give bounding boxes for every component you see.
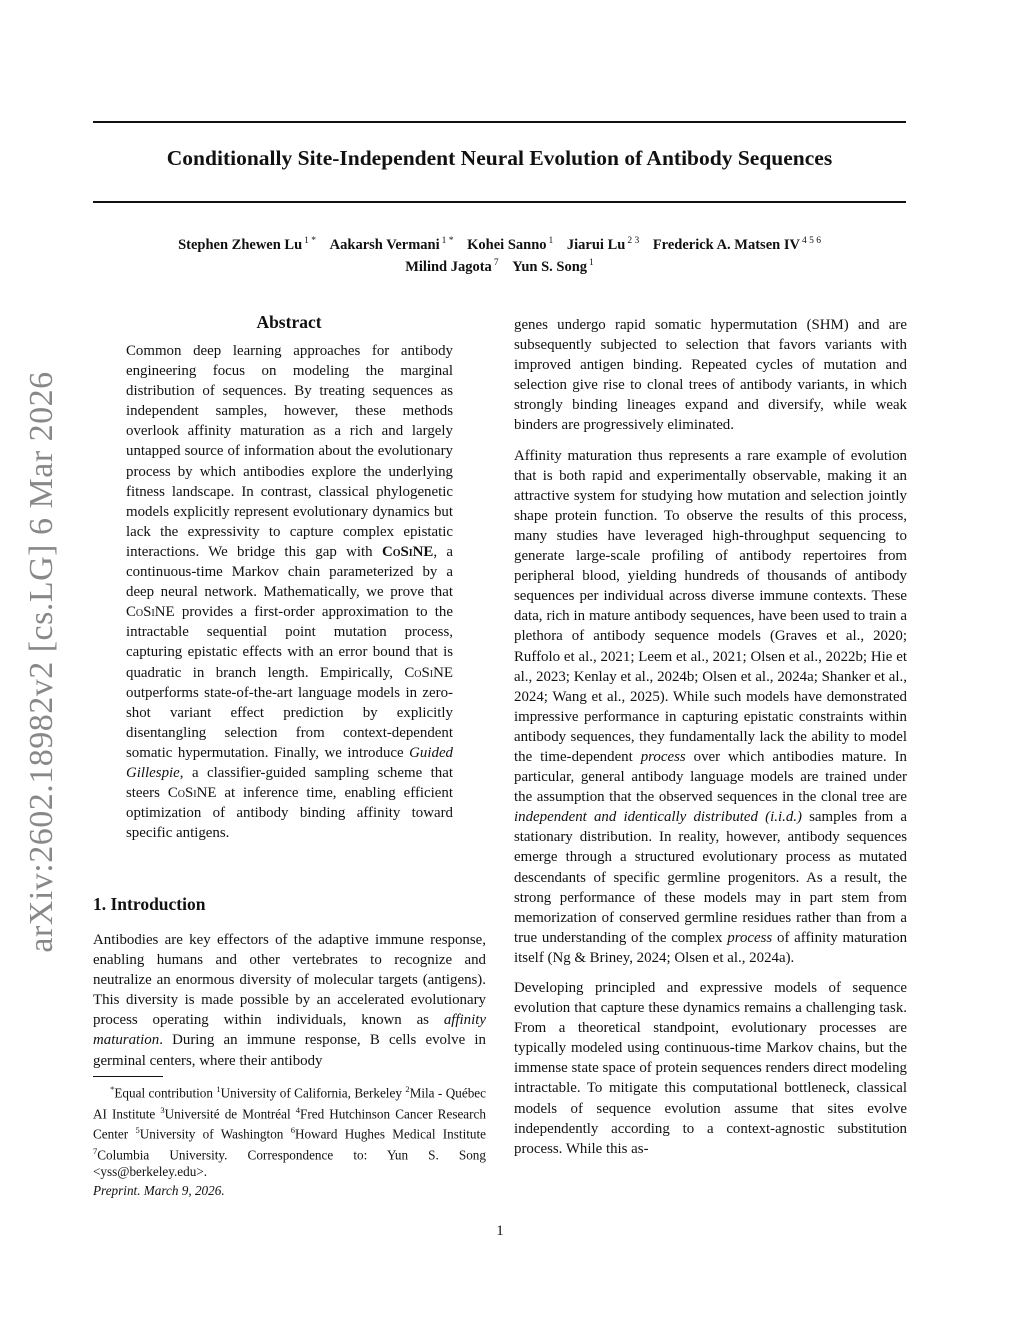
arxiv-identifier-stamp: arXiv:2602.18982v2 [cs.LG] 6 Mar 2026	[23, 371, 60, 953]
author-line-1	[93, 236, 906, 254]
author: Stephen Zhewen Lu $^{1 *}$	[178, 236, 317, 253]
author: Milind Jagota $^7$	[405, 258, 499, 275]
method-name: Guided Gillespie	[126, 744, 453, 781]
paragraph: genes undergo rapid somatic hypermutation (SHM) and are subsequently subjected to selection that favors variants with improved antigen binding. Repeated cycles of mutation and selection give rise to clonal trees of antibody variants, in which strongly binding lineages expand and diversify, while weak binders are progressively eliminated.	[514, 317, 907, 434]
preprint-note: Preprint. March 9, 2026.	[93, 1183, 225, 1198]
title-rule-bottom	[93, 201, 906, 203]
model-name: CoSiNE	[404, 664, 453, 681]
author: Frederick A. Matsen IV $^{4 5 6}$	[652, 236, 821, 253]
paper-title: Conditionally Site-Independent Neural Evolution of Antibody Sequences	[166, 146, 833, 170]
section-heading-introduction: 1. Introduction	[93, 894, 206, 914]
introduction-paragraph: Antibodies are key effectors of the adaptive immune response, enabling humans and other vertebrates to recognize and neutralize an enormous diversity of molecular targets (antigens). This diversity is made possible by an accelerated evolutionary process operating within individuals, known as affinity maturation. During an immune response, B cells evolve in germinal centers, where their antibody	[93, 932, 486, 1069]
author: Kohei Sanno $^1$	[467, 236, 554, 253]
author: Yun S. Song $^1$	[512, 258, 594, 275]
model-name: CoSiNE	[381, 543, 434, 560]
page-number: 1	[496, 1223, 504, 1239]
author-line-2	[93, 258, 906, 276]
abstract-heading: Abstract	[256, 312, 322, 332]
author: Jiarui Lu $^{2 3}$	[566, 236, 640, 253]
paragraph: Affinity maturation thus represents a rare example of evolution that is both rapid and experimentally observable, making it an attractive system for studying how mutation and selection jointly shape protein function. To observe the results of this process, many studies have leveraged high-throughput sequencing to generate large-scale profiling of antibody repertoires from peripheral blood, yielding hundreds of thousands of antibody sequences per individual across diverse immune contexts. These data, rich in mature antibody sequences, have been used to train a plethora of antibody sequence models (Graves et al., 2020; Ruffolo et al., 2021; Leem et al., 2021; Olsen et al., 2022b; Hie et al., 2023; Kenlay et al., 2024b; Olsen et al., 2024a; Shanker et al., 2024; Wang et al., 2025). While such models have demonstrated impressive performance in capturing epistatic constraints within antibody sequences, they fundamentally lack the ability to model the time-dependent process over which antibodies mature. In particular, general antibody language models are trained under the assumption that the observed sequences in the clonal tree are independent and identically distributed (i.i.d.) samples from a stationary distribution. In reality, however, antibody sequences emerge through a structured evolutionary process as mutated descendants of specific germline progenitors. As a result, the strong performance of these models may in part stem from memorization of conserved germline residues rather than from a true understanding of the complex process of affinity maturation itself (Ng & Briney, 2024; Olsen et al., 2024a).	[514, 447, 908, 966]
footnote-rule	[93, 1076, 163, 1077]
title-rule-top	[93, 121, 906, 123]
model-name: CoSiNE	[167, 785, 217, 802]
abstract-body: Common deep learning approaches for antibody engineering focus on modeling the marginal distribution of sequences. By treating sequences as independent samples, however, these methods overlook affinity maturation as a rich and largely untapped source of information about the evolutionary process by which antibodies explore the underlying fitness landscape. In contrast, classical phylogenetic models explicitly represent evolutionary dynamics but lack the expressivity to capture complex epistatic interactions. We bridge this gap with CoSiNE, a continuous-time Markov chain parameterized by a deep neural network. Mathematically, we prove that CoSiNE provides a first-order approximation to the intractable sequential point mutation process, capturing epistatic effects with an error bound that is quadratic in branch length. Empirically, CoSiNE outperforms state-of-the-art language models in zero-shot variant effect prediction by explicitly disentangling selection from context-dependent somatic hypermutation. Finally, we introduce Guided Gillespie, a classifier-guided sampling scheme that steers CoSiNE at inference time, enabling efficient optimization of antibody binding affinity toward specific antigens.	[126, 343, 453, 842]
model-name: CoSiNE	[126, 604, 175, 621]
right-column-text	[514, 315, 907, 1169]
footnotes: *Equal contribution $^1$University of California, Berkeley $^2$Mila - Québec AI Institute $^3$Université de Montréal $^4$Fred Hutchinson Cancer Research Center $^5$University of Washington $^6$Howard Hughes Medical Institute $^7$Columbia University. Correspondence to: Yun S. Song <yss@berkeley.edu>.	[93, 1084, 487, 1180]
paragraph: Developing principled and expressive models of sequence evolution that capture these dynamics remains a challenging task. From a theoretical standpoint, evolutionary processes are typically modeled using continuous-time Markov chains, but the immense state space of protein sequences renders direct modeling intractable. To mitigate this computational bottleneck, classical models of sequence evolution assume that sites evolve independently according to a context-agnostic substitution process. While this as-	[514, 980, 907, 1157]
author: Aakarsh Vermani $^{1 *}$	[329, 236, 454, 253]
